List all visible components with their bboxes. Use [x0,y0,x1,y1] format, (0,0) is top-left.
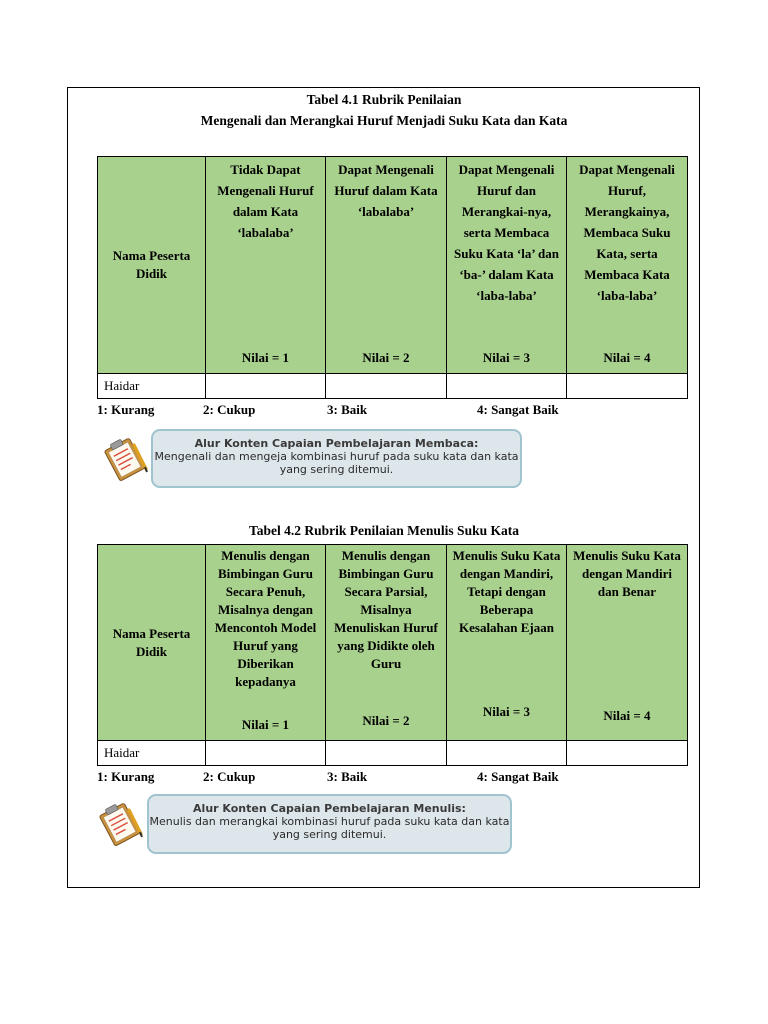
legend-item: 4: Sangat Baik [477,769,559,784]
score-label: Nilai = 4 [603,708,651,723]
note-text: Mengenali dan mengeja kombinasi huruf pada suku kata dan kata [154,450,519,463]
note-text: Menulis dan merangkai kombinasi huruf pada suku kata dan kata [149,815,510,828]
score-label: Nilai = 3 [482,704,531,719]
score-cell[interactable] [567,741,688,766]
legend-item: 4: Sangat Baik [477,402,559,417]
score-label: Nilai = 2 [362,713,410,728]
table1-title: Tabel 4.1 Rubrik Penilaian [306,92,462,107]
criteria-header: Dapat Mengenali Huruf, Merangkainya, Membaca Suku Kata, serta Membaca Kata ‘laba-laba’ Nilai = 4 [567,157,688,374]
score-legend-1 [97,402,687,418]
legend-item: 3: Baik [327,769,368,784]
name-header: Nama Peserta Didik [98,545,206,741]
criteria-header: Tidak Dapat Mengenali Huruf dalam Kata ‘labalaba’ Nilai = 1 [206,157,326,374]
criteria-header: Menulis dengan Bimbingan Guru Secara Penuh, Misalnya dengan Mencontoh Model Huruf yang Diberikan kepadanya Nilai = 1 [206,545,326,741]
learning-content-note-reading [151,429,522,488]
legend-item: 2: Cukup [203,402,256,417]
score-cell[interactable] [567,374,688,399]
learning-content-note-writing [147,794,512,854]
score-label: Nilai = 1 [241,717,290,732]
note-title: Alur Konten Capaian Pembelajaran Membaca: [194,437,479,450]
note-text: yang sering ditemui. [279,463,394,476]
legend-item: 1: Kurang [97,769,155,784]
note-text: yang sering ditemui. [272,828,387,841]
score-label: Nilai = 3 [482,350,531,365]
table2-title: Tabel 4.2 Rubrik Penilaian Menulis Suku Kata [249,523,519,538]
score-cell[interactable] [447,374,567,399]
legend-item: 1: Kurang [97,402,155,417]
score-cell[interactable] [206,374,326,399]
note-title: Alur Konten Capaian Pembelajaran Menulis: [193,802,466,815]
criteria-header: Menulis dengan Bimbingan Guru Secara Parsial, Misalnya Menuliskan Huruf yang Didikte oleh Guru Nilai = 2 [326,545,447,741]
score-label: Nilai = 2 [362,350,410,365]
legend-item: 2: Cukup [203,769,256,784]
criteria-header: Dapat Mengenali Huruf dan Merangkai-nya, serta Membaca Suku Kata ‘la’ dan ‘ba-’ dalam Kata ‘laba-laba’ Nilai = 3 [447,157,567,374]
criteria-header: Menulis Suku Kata dengan Mandiri dan Benar Nilai = 4 [567,545,688,741]
rubric-table-2 [97,544,688,766]
student-name: Haidar [98,374,206,399]
clipboard-pencil-icon [95,798,147,848]
name-header: Nama Peserta Didik [98,157,206,374]
score-cell[interactable] [326,374,447,399]
score-label: Nilai = 4 [603,350,651,365]
score-label: Nilai = 1 [241,350,290,365]
legend-item: 3: Baik [327,402,368,417]
score-legend-2 [97,769,687,785]
criteria-header: Dapat Mengenali Huruf dalam Kata ‘labalaba’ Nilai = 2 [326,157,447,374]
clipboard-pencil-icon [100,433,152,483]
score-cell[interactable] [206,741,326,766]
table1-subtitle: Mengenali dan Merangkai Huruf Menjadi Suku Kata dan Kata [200,113,568,128]
score-cell[interactable] [447,741,567,766]
rubric-table-1 [97,156,688,399]
criteria-header: Menulis Suku Kata dengan Mandiri, Tetapi dengan Beberapa Kesalahan Ejaan Nilai = 3 [447,545,567,741]
score-cell[interactable] [326,741,447,766]
student-name: Haidar [98,741,206,766]
